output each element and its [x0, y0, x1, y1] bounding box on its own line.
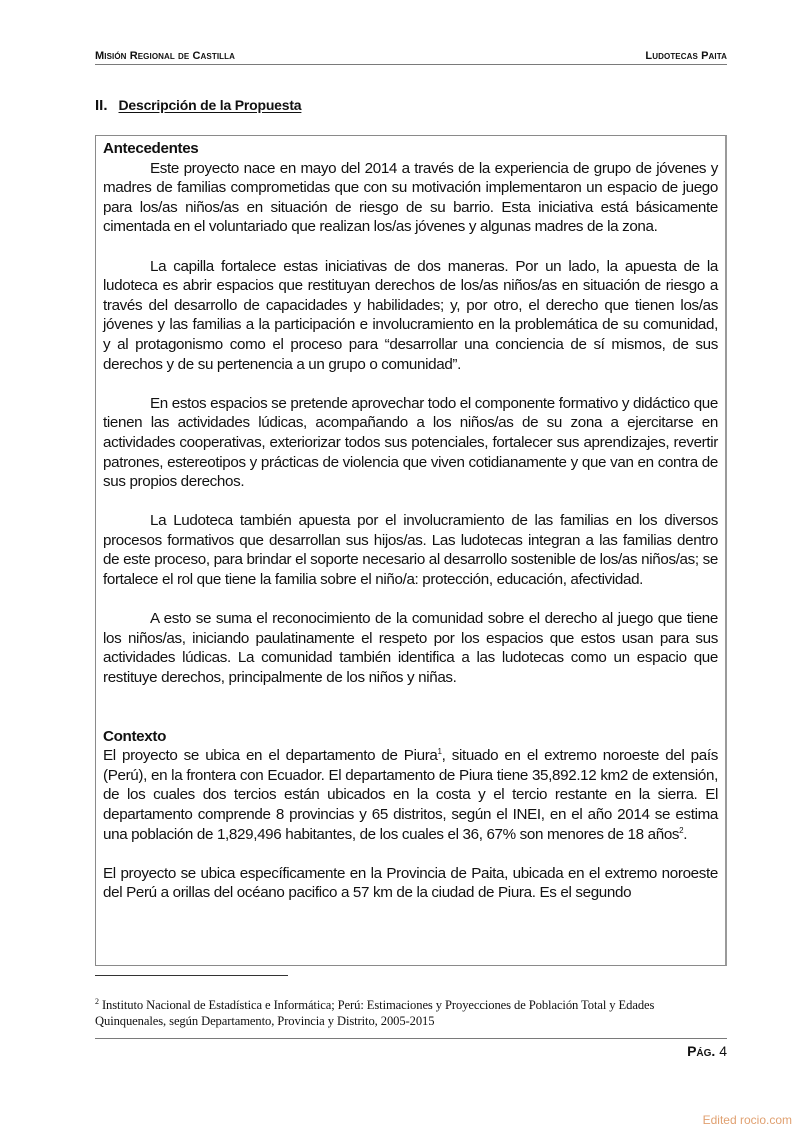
page-header [95, 46, 727, 65]
antecedentes-paragraph-5: A esto se suma el reconocimiento de la comunidad sobre el derecho al juego que tiene los niños/as, iniciando paulatinamente el respeto por los espacios que estos usan para sus actividades lúdicas. La comunidad también identifica a las ludotecas como un espacio que restituye derechos, principalmente de los niños y niñas. [103, 610, 718, 687]
antecedentes-paragraph-3: En estos espacios se pretende aprovechar todo el componente formativo y didáctico que tienen las actividades lúdicas, acompañando a los niños/as de su zona a ejercitarse en actividades cooperativas, exteriorizar todos sus potenciales, fortalecer sus aprendizajes, revertir patrones, estereotipos y prácticas de violencia que viven cotidianamente y que van en contra de sus propios derechos. [103, 394, 718, 491]
section-number: II. [95, 97, 108, 114]
contexto-paragraph-2: El proyecto se ubica específicamente en la Provincia de Paita, ubicada en el extremo noroeste del Perú a orillas del océano pacifico a 57 km de la ciudad de Piura. Es el segundo [103, 864, 718, 902]
watermark: Edited rocio.com [702, 1113, 792, 1127]
footnote-ref-2[interactable]: 2 [679, 825, 684, 835]
contexto-heading: Contexto [103, 727, 167, 745]
contexto-text: , situado en el extremo noroeste del país (Perú), en la frontera con Ecuador. El departamento de Piura tiene 35,892.12 km2 de extensión, de los cuales dos tercios están ubicados en la costa y el tercio restante en la sierra. El departamento comprende 8 provincias y 65 distritos, según el INEI, en el año 2014 se estima una población de 1,829,496 habitantes, de los cuales el 36, 67% son menores de 18 años [103, 747, 718, 843]
contexto-paragraph-1 [103, 746, 718, 844]
header-project: Ludotecas Paita [645, 50, 727, 62]
proposal-content-box [95, 135, 727, 966]
section-title [95, 97, 301, 114]
page-footer [95, 1038, 727, 1059]
page-label: Pág. [687, 1043, 716, 1059]
page-number: 4 [719, 1043, 727, 1059]
antecedentes-paragraph-1: Este proyecto nace en mayo del 2014 a través de la experiencia de grupo de jóvenes y madres de familias comprometidas que con su motivación implementaron un espacio de juego para los/as niños/as en situación de riesgo de su barrio. Esta iniciativa está básicamente cimentada en el voluntariado que realizan los/as jóvenes y algunas madres de la zona. [103, 159, 718, 236]
footnote [95, 997, 727, 1029]
contexto-text: . [683, 825, 688, 843]
footnote-separator [95, 975, 288, 976]
footnote-number: 2 [95, 997, 99, 1006]
header-organization: Misión Regional de Castilla [95, 50, 236, 62]
contexto-text: El proyecto se ubica en el departamento de Piura [103, 747, 438, 765]
section-heading: Descripción de la Propuesta [118, 97, 302, 113]
footnote-ref-1[interactable]: 1 [437, 747, 442, 757]
antecedentes-paragraph-2: La capilla fortalece estas iniciativas de dos maneras. Por un lado, la apuesta de la ludoteca es abrir espacios que restituyan derechos de los/as niños/as en situación de riesgo a través del desarrollo de capacidades y habilidades; y, por otro, el derecho que tienen los/as jóvenes y las familias a la participación e involucramiento en la problemática de su comunidad, y al protagonismo como el proceso para “desarrollar una conciencia de sí mismos, de sus derechos y de su pertenencia a un grupo o comunidad”. [103, 257, 718, 373]
antecedentes-heading: Antecedentes [103, 140, 199, 157]
footnote-text: Instituto Nacional de Estadística e Informática; Perú: Estimaciones y Proyecciones de Población Total y Edades Quinquenales, según Departamento, Provincia y Distrito, 2005-2015 [95, 998, 655, 1028]
antecedentes-paragraph-4: La Ludoteca también apuesta por el involucramiento de las familias en los diversos procesos formativos que desarrollan sus hijos/as. Las ludotecas integran a las familias dentro de este proceso, para brindar el soporte necesario al desarrollo sostenible de los/as niños/as; se fortalece el rol que tiene la familia sobre el niño/a: protección, educación, afectividad. [103, 512, 718, 589]
